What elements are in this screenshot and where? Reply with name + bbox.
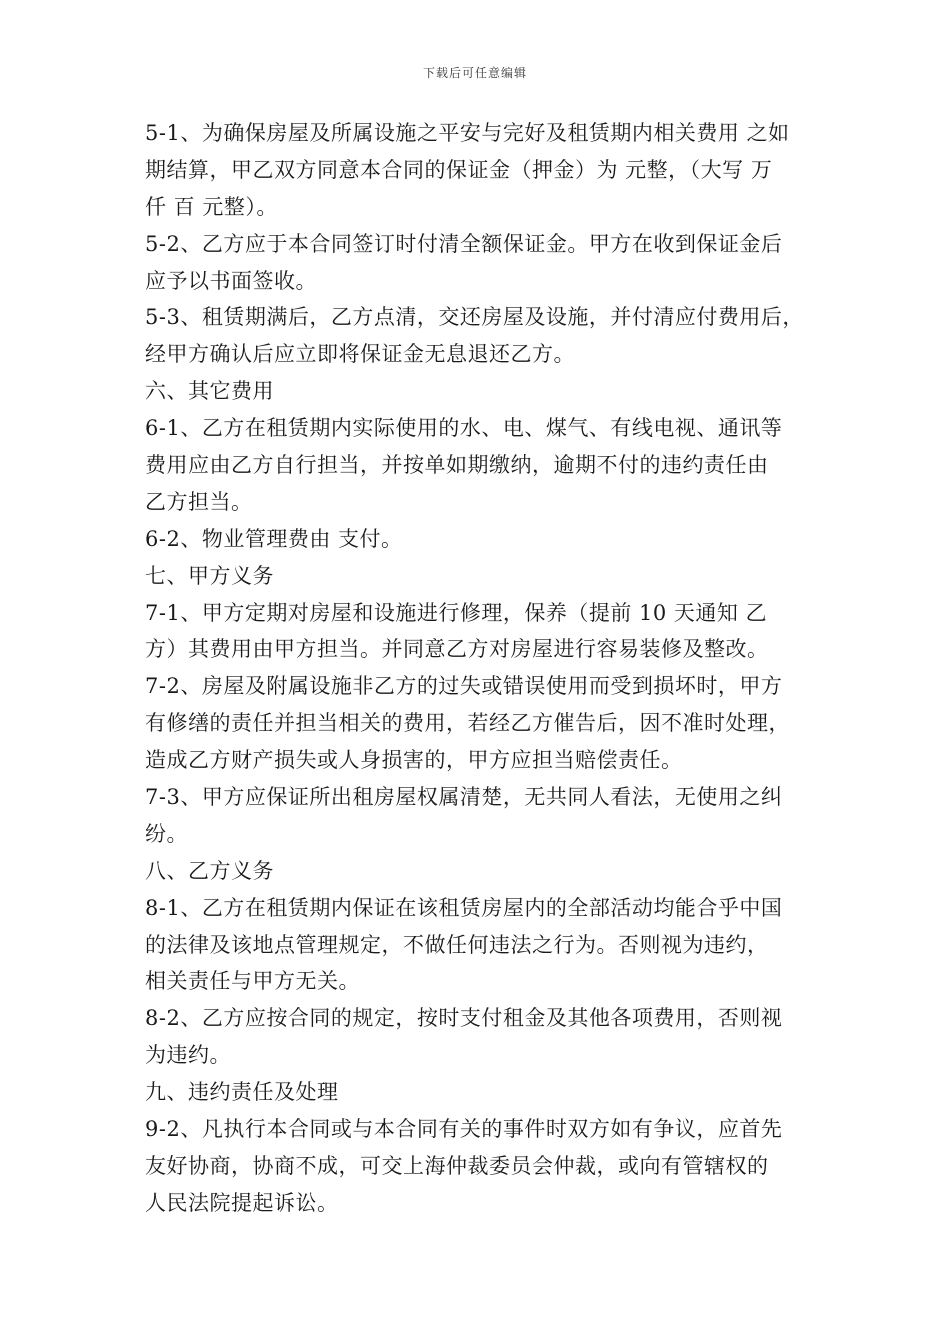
text-line: 6-1、乙方在租赁期内实际使用的水、电、煤气、有线电视、通讯等 <box>145 416 783 441</box>
section-heading: 六、其它费用 <box>145 379 274 404</box>
text-line: 8-2、乙方应按合同的规定，按时支付租金及其他各项费用，否则视 <box>145 1006 783 1031</box>
text-line: 7-1、甲方定期对房屋和设施进行修理，保养（提前 10 天通知 乙 <box>145 600 768 625</box>
document-body <box>145 115 815 1222</box>
text-line: 8-1、乙方在租赁期内保证在该租赁房屋内的全部活动均能合乎中国 <box>145 895 783 920</box>
text-line: 友好协商，协商不成，可交上海仲裁委员会仲裁，或向有管辖权的 <box>145 1153 769 1178</box>
text-line: 造成乙方财产损失或人身损害的，甲方应担当赔偿责任。 <box>145 748 683 773</box>
text-line: 5-2、乙方应于本合同签订时付清全额保证金。甲方在收到保证金后 <box>145 231 783 256</box>
text-line: 6-2、物业管理费由 支付。 <box>145 526 403 551</box>
text-line: 乙方担当。 <box>145 489 253 514</box>
text-line: 方）其费用由甲方担当。并同意乙方对房屋进行容易装修及整改。 <box>145 637 769 662</box>
text-line: 仟 百 元整）。 <box>145 194 278 219</box>
section-heading: 九、违约责任及处理 <box>145 1080 339 1105</box>
text-line: 应予以书面签收。 <box>145 268 317 293</box>
text-line: 纷。 <box>145 821 188 846</box>
text-line: 有修缮的责任并担当相关的费用，若经乙方催告后，因不准时处理， <box>145 711 790 736</box>
text-line: 经甲方确认后应立即将保证金无息退还乙方。 <box>145 342 575 367</box>
text-line: 5-1、为确保房屋及所属设施之平安与完好及租赁期内相关费用 之如 <box>145 121 790 145</box>
text-line: 7-3、甲方应保证所出租房屋权属清楚，无共同人看法，无使用之纠 <box>145 785 783 810</box>
section-heading: 八、乙方义务 <box>145 858 274 883</box>
text-line: 的法律及该地点管理规定，不做任何违法之行为。否则视为违约， <box>145 932 769 957</box>
text-line: 9-2、凡执行本合同或与本合同有关的事件时双方如有争议，应首先 <box>145 1117 783 1142</box>
text-line: 7-2、房屋及附属设施非乙方的过失或错误使用而受到损坏时，甲方 <box>145 674 783 699</box>
text-line: 期结算，甲乙双方同意本合同的保证金（押金）为 元整，（大写 万 <box>145 157 773 182</box>
text-line: 为违约。 <box>145 1043 231 1068</box>
text-line: 人民法院提起诉讼。 <box>145 1190 339 1215</box>
section-heading: 七、甲方义务 <box>145 563 274 588</box>
text-line: 费用应由乙方自行担当，并按单如期缴纳，逾期不付的违约责任由 <box>145 453 769 478</box>
text-line: 相关责任与甲方无关。 <box>145 969 360 994</box>
page-header: 下载后可任意编辑 <box>422 66 527 80</box>
text-line: 5-3、租赁期满后，乙方点清，交还房屋及设施，并付清应付费用后， <box>145 305 804 330</box>
